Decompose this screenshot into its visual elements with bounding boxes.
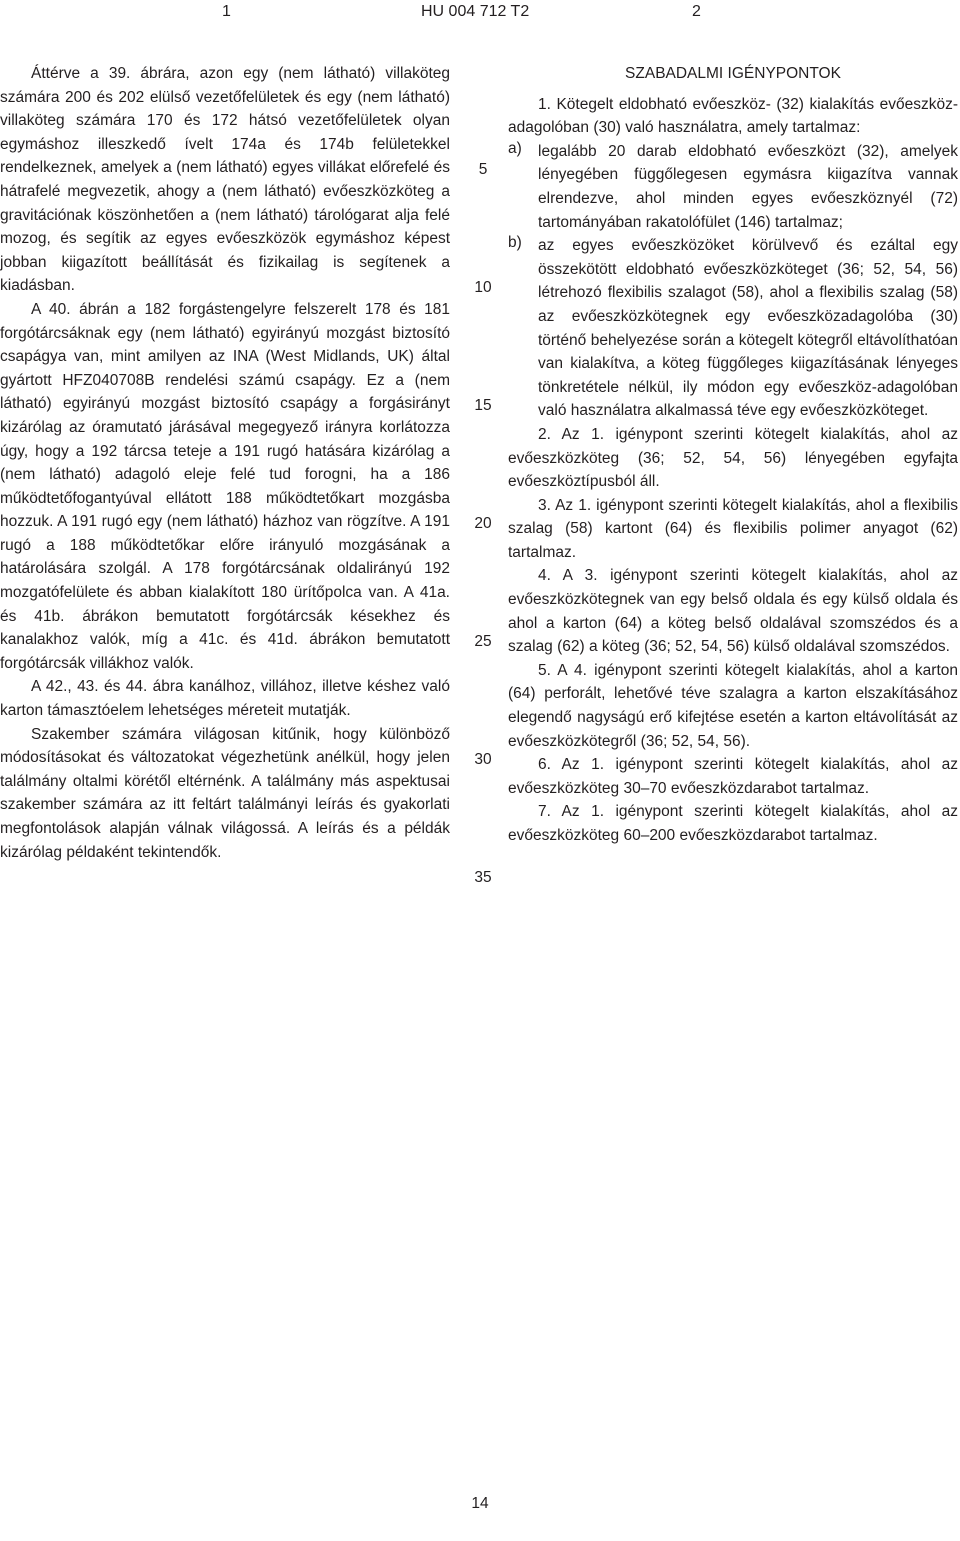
claim-3: 3. Az 1. igénypont szerinti kötegelt kialakítás, ahol a flexibilis szalag (58) kartont (64) és flexibilis polimer anyagot (62) tartalmaz. (508, 496, 958, 561)
item-text: az egyes evőeszközöket körülvevő és ezáltal egy összekötött eldobható evőeszközköteget (36; 52, 54, 56) létrehozó flexibilis szalagot (58), ahol a flexibilis szalag (58) az evőeszközkötegnek egy evőeszközadagolóba (30) történő behelyezése során a kötegelt kötegről eltávolíthatóan van kialakítva, a köteg függőleges kiigazításának lényeges tönkretétele nélkül, ily módon egy evőeszköz-adagolóban való használatra alkalmassá téve egy evőeszközköteget. (538, 237, 958, 420)
claim-7: 7. Az 1. igénypont szerinti kötegelt kialakítás, ahol az evőeszközköteg 60–200 evőeszközdarabot tartalmaz. (508, 803, 958, 844)
header-column-number-left: 1 (222, 3, 231, 20)
claim-1-intro: 1. Kötegelt eldobható evőeszköz- (32) kialakítás evőeszköz-adagolóban (30) való használatra, amely tartalmaz: (508, 95, 958, 137)
claims-heading: SZABADALMI IGÉNYPONTOK (625, 65, 841, 82)
paragraph: Áttérve a 39. ábrára, azon egy (nem látható) villaköteg számára 200 és 202 elülső vezetőfelületek és egy (nem látható) villaköteg számára 170 és 172 hátsó vezetőfelületek olyan egymáshoz illeszkedő ívelt 174a és 174b felületekkel rendelkeznek, amelyek a (nem látható) egyes villákat előrefelé és hátrafelé megvezetik, ahogy a (nem látható) evőeszközköteg a gravitációnak köszönhetően a (nem látható) tárológarat alja felé mozog, és segítik az egyes evőeszközök egymáshoz képest jobban kiigazított beállítását és fizikailag is segítenek a kiadásban. (0, 65, 450, 295)
claim-4: 4. A 3. igénypont szerinti kötegelt kialakítás, ahol az evőeszközkötegnek van egy belső oldala és egy külső oldala és ahol a karton (64) a köteg belső oldalával szomszédos és a szalag (62) a köteg (36; 52, 54, 56) külső oldalával szomszédos. (508, 567, 958, 656)
claim-1-item-a (508, 140, 958, 234)
claim-6: 6. Az 1. igénypont szerinti kötegelt kialakítás, ahol az evőeszközköteg 30–70 evőeszközdarabot tartalmaz. (508, 756, 958, 797)
claim-5: 5. A 4. igénypont szerinti kötegelt kialakítás, ahol a karton (64) perforált, lehetővé téve szalagra a karton elszakításához elegendő nagyságú erő kifejtése esetén a karton eltávolítását az evőeszközkötegről (36; 52, 54, 56). (508, 661, 958, 750)
line-number: 35 (474, 869, 492, 886)
paragraph: A 42., 43. és 44. ábra kanálhoz, villához, illetve késhez való karton támasztóelem lehetséges méreteit mutatják. (0, 678, 450, 720)
line-number: 10 (474, 279, 492, 296)
item-text: legalább 20 darab eldobható evőeszközt (32), amelyek lényegében függőlegesen egymásra kiigazítva vannak elrendezve, ahol minden egyes evőeszköznyél (72) tartományában rakatolófület (146) tartalmaz; (538, 142, 958, 231)
line-number: 20 (474, 515, 492, 532)
line-number: 25 (474, 633, 492, 650)
item-label: b) (508, 234, 522, 252)
paragraph: Szakember számára világosan kitűnik, hogy különböző módosításokat és változatokat végezhetünk anélkül, hogy jelen találmány oltalmi körétől eltérnénk. A találmány más aspektusai szakember számára az itt feltárt találmányi leírás és gyakorlati megfontolások alapján válnak világossá. A leírás és a példák kizárólag példaként tekintendők. (0, 725, 450, 861)
paragraph: A 40. ábrán a 182 forgástengelyre felszerelt 178 és 181 forgótárcsáknak egy (nem látható) egyirányú mozgást biztosító csapágya van, mint amilyen az INA (West Midlands, UK) által gyártott HFZ040708B rendelési számú csapágy. Ez a (nem látható) egyirányú mozgást biztosító csapágy a forgásirányt kizárólag az óramutató járásával megegyező irányra korlátozza úgy, hogy a 192 tárcsa teteje a 191 rugó hatására kizárólag a (nem látható) adagoló eleje felé tud forogni, ha a 186 működtetőfogantyúval ellátott 188 működtetőkart mozgásba hozzuk. A 191 rugó egy (nem látható) házhoz van rögzítve. A 191 rugó a 188 működtetőkar előre irányuló mozgásának a határolására szolgál. A 178 forgótárcsának oldalirányú 192 mozgatófelülete és abban kialakított 180 ürítőpolca van. A 41a. és 41b. ábrákon bemutatott forgótárcsák késekhez és kanalakhoz valók, míg a 41c. és 41d. ábrákon bemutatott forgótárcsák villákhoz valók. (0, 300, 450, 672)
claim-1-item-b (508, 234, 958, 423)
header-column-number-right: 2 (692, 3, 701, 20)
page-number: 14 (471, 1495, 489, 1512)
item-label: a) (508, 139, 522, 157)
line-number: 5 (478, 161, 488, 178)
right-column-claims (508, 62, 958, 848)
left-column (0, 62, 450, 864)
header-patent-number: HU 004 712 T2 (421, 3, 530, 20)
claim-2: 2. Az 1. igénypont szerinti kötegelt kialakítás, ahol az evőeszközköteg (36; 52, 54, 56) lényegében egyfajta evőeszköztípusból áll. (508, 425, 958, 491)
line-number: 15 (474, 397, 492, 414)
line-number: 30 (474, 751, 492, 768)
